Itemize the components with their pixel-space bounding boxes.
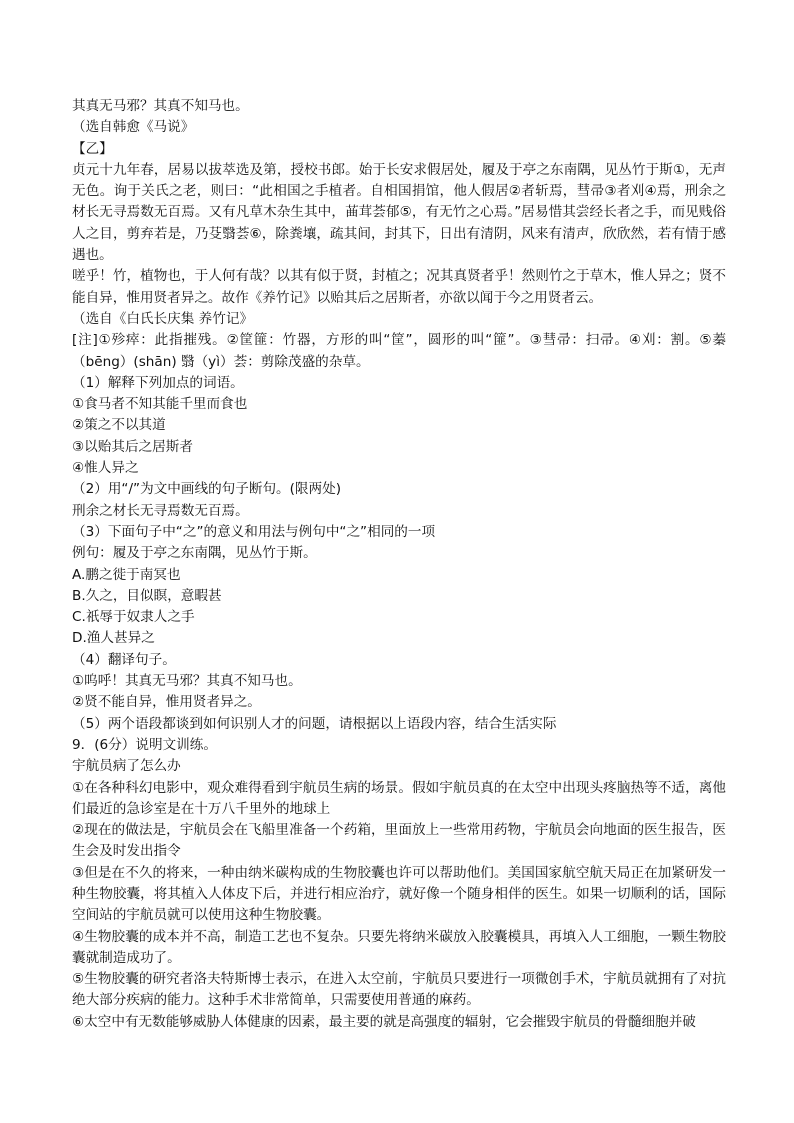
question-heading: （3）下面句子中“之”的意义和用法与例句中“之”相同的一项 [72,523,436,540]
article-title: 宇航员病了怎么办 [72,758,181,775]
question-item: ④惟人异之 [72,460,139,477]
question-heading: （1）解释下列加点的词语。 [72,374,244,391]
question-item: 例句：履及于亭之东南隅，见丛竹于斯。 [72,545,317,562]
article-paragraph: ①在各种科幻电影中，观众难得看到宇航员生病的场景。假如宇航员真的在太空中出现头疼脑热等不适，离他们最近的急诊室是在十万八千里外的地球上 [72,779,726,817]
question-item: 刑余之材长无寻焉数无百焉。 [72,502,249,519]
question-item: ③以贻其后之居斯者 [72,438,193,455]
choice-option: B.久之，目似瞑，意暇甚 [72,587,222,604]
annotation-note: [注]①殄瘁：此指摧残。②筐篚：竹器，方形的叫“筐”，圆形的叫“篚”。③彗帚：扫帚。④刈：割。⑤蓁（bēng）(shān) 翳（yì）荟：剪除茂盛的杂草。 [72,332,726,370]
article-paragraph: ④生物胶囊的成本并不高，制造工艺也不复杂。只要先将纳米碳放入胶囊模具，再填入人工细胞，一颗生物胶囊就制造成功了。 [72,928,726,966]
choice-option: D.渔人甚异之 [72,630,155,647]
source-citation: （选自《白氏长庆集 养竹记》 [72,310,254,327]
choice-option: A.鹏之徙于南冥也 [72,566,181,583]
text-line: 其真无马邪？其真不知马也。 [72,98,249,114]
passage-paragraph: 贞元十九年春，居易以拔萃选及第，授校书郎。始于长安求假居处，履及于亭之东南隅，见丛竹于斯①，无声无色。询于关氏之老，则曰：“此相国之手植者。自相国捐馆，他人假居②者斩焉，彗帚③者刈④焉，刑余之材长无寻焉数无百焉。又有凡草木杂生其中，䒼茸荟郁⑤，有无竹之心焉。”居易惜其尝经长者之手，而见贱俗人之目，剪弃若是，乃芟翳荟⑥，除粪壤，疏其间，封其下，日出有清阴，风来有清声，欣欣然，若有情于感遇也。 [72,161,726,264]
passage-paragraph: 嗟乎！竹，植物也，于人何有哉？以其有似于贤，封植之；况其真贤者乎！然则竹之于草木，惟人异之；贤不能自异，惟用贤者异之。故作《养竹记》以贻其后之居斯者，亦欲以闻于今之用贤者云。 [72,268,726,306]
article-paragraph: ③但是在不久的将来，一种由纳米碳构成的生物胶囊也许可以帮助他们。美国国家航空航天局正在加紧研发一种生物胶囊，将其植入人体皮下后，并进行相应治疗，就好像一个随身相伴的医生。如果一切顺利的话，国际空间站的宇航员就可以使用这种生物胶囊。 [72,864,726,924]
question-heading: （5）两个语段都谈到如何识别人才的问题，请根据以上语段内容，结合生活实际 [72,715,557,732]
document-page [72,96,726,1033]
question-item: ①食马者不知其能千里而食也 [72,396,248,413]
source-citation: （选自韩愈《马说》 [72,119,195,136]
article-paragraph: ⑤生物胶囊的研究者洛夫特斯博士表示，在进入太空前，宇航员只要进行一项微创手术，宇航员就拥有了对抗绝大部分疾病的能力。这种手术非常简单，只需要使用普通的麻药。 [72,971,726,1009]
choice-option: C.祇辱于奴隶人之手 [72,609,195,626]
question-item: ①呜呼！其真无马邪？其真不知马也。 [72,673,302,690]
question-heading: （2）用“/”为文中画线的句子断句。(限两处) [72,481,342,498]
section-label: 【乙】 [72,140,113,157]
article-paragraph: ⑥太空中有无数能够威胁人体健康的因素，最主要的就是高强度的辐射，它会摧毁宇航员的骨髓细胞并破 [72,1013,696,1030]
question-item: ②贤不能自异，惟用贤者异之。 [72,694,261,711]
question-heading: （4）翻译句子。 [72,651,176,668]
article-paragraph: ②现在的做法是，宇航员会在飞船里准备一个药箱，里面放上一些常用药物，宇航员会向地面的医生报告，医生会及时发出指令 [72,822,726,860]
question-number: 9．(6分）说明文训练。 [72,736,217,753]
question-item: ②策之不以其道 [72,417,166,434]
